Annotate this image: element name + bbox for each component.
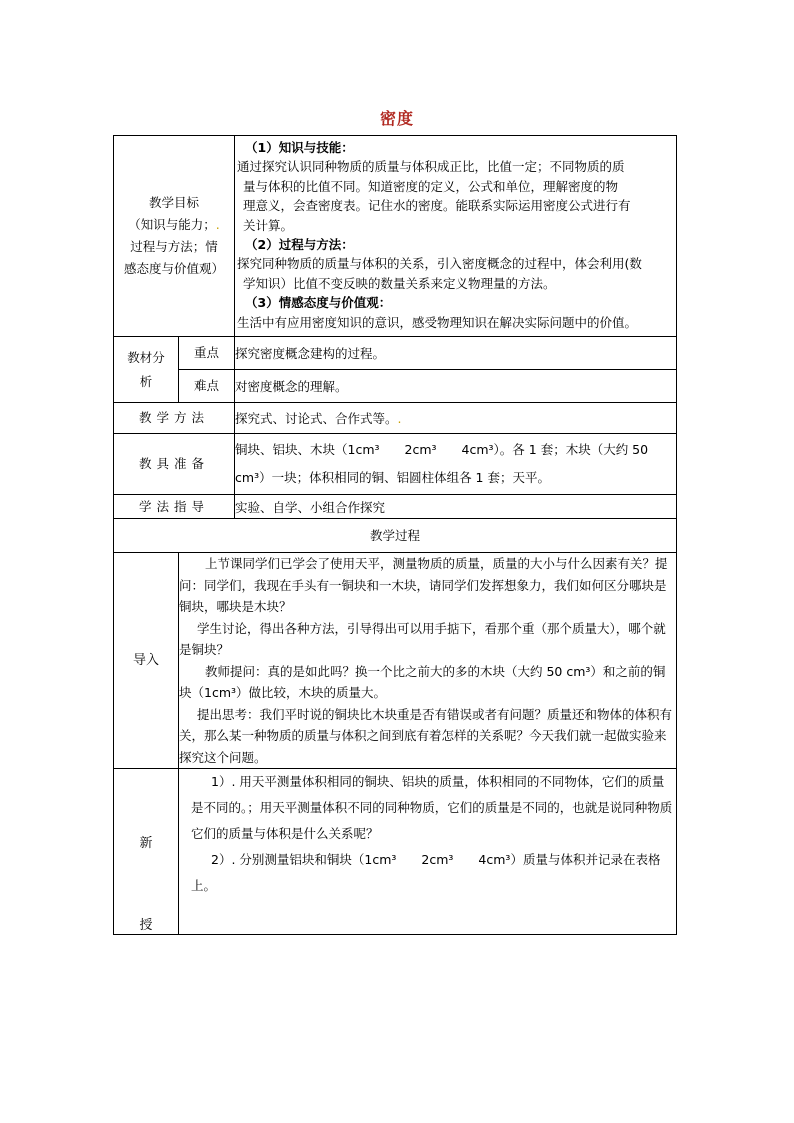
material-label-line: 教材分 — [127, 349, 165, 365]
key-point-label: 重点 — [179, 337, 235, 370]
method-dot: . — [397, 411, 402, 426]
goals-line: 探究同种物质的质量与体积的关系，引入密度概念的过程中，体会利用(数 — [237, 256, 642, 272]
process-header-row — [114, 519, 677, 553]
intro-row — [114, 553, 677, 769]
goals-line: 关计算。 — [243, 217, 294, 233]
goals-label-dot: . — [215, 217, 220, 232]
intro-label: 导入 — [114, 553, 179, 769]
goals-heading-process: （2）过程与方法： — [245, 237, 354, 253]
goals-label-line: 感态度与价值观） — [124, 261, 225, 276]
intro-paragraph: 教师提问：真的是如此吗？换一个比之前大的多的木块（大约 50 cm³）和之前的铜块（1cm³）做比较，木块的质量大。 — [179, 663, 666, 700]
intro-paragraph: 提出思考：我们平时说的铜块比木块重是否有错误或者有问题？质量还和物体的体积有关，那么某一种物质的质量与体积之间到底有着怎样的关系呢？今天我们就一起做实验来探究这个问题。 — [179, 706, 673, 765]
study-text: 实验、自学、小组合作探究 — [235, 495, 677, 519]
intro-paragraph: 上节课同学们已学会了使用天平，测量物质的质量，质量的大小与什么因素有关？提问：同学们，我现在手头有一铜块和一木块，请同学们发挥想象力，我们如何区分哪块是铜块，哪块是木块？ — [179, 556, 668, 614]
new-lesson-item-1: 1）. 用天平测量体积相同的铜块、铝块的质量，体积相同的不同物体，它们的质量是不同的。；用天平测量体积不同的同种物质，它们的质量是不同的，也就是说同种物质它们的质量与体积是什么关系呢？ — [191, 774, 673, 841]
goals-row — [114, 136, 677, 337]
material-key-row — [114, 337, 677, 370]
prep-line-2: cm³）一块；体积相同的铜、铝圆柱体组各 1 套；天平。 — [235, 470, 550, 485]
prep-row — [114, 434, 677, 495]
material-label-line: 析 — [139, 373, 153, 389]
material-difficulty-row — [114, 370, 677, 403]
intro-paragraph: 学生讨论，得出各种方法，引导得出可以用手掂下，看那个重（那个质量大），哪个就是铜块？ — [179, 620, 666, 657]
goals-line: 量与体积的比值不同。知道密度的定义，公式和单位，理解密度的物 — [243, 178, 619, 194]
intro-content — [179, 553, 677, 769]
goals-line: 学知识）比值不变反映的数量关系来定义物理量的方法。 — [243, 275, 556, 291]
new-lesson-label-top: 新 — [139, 835, 153, 851]
difficulty-text: 对密度概念的理解。 — [235, 370, 677, 403]
goals-line: 理意义，会查密度表。记住水的密度。能联系实际运用密度公式进行有 — [243, 198, 631, 214]
goals-heading-attitude: （3）情感态度与价值观： — [245, 295, 392, 311]
study-row — [114, 495, 677, 519]
goals-line: 通过探究认识同种物质的质量与体积成正比，比值一定；不同物质的质 — [237, 159, 625, 175]
goals-label-line: 过程与方法；情 — [130, 239, 218, 254]
method-content — [235, 403, 677, 434]
key-point-text: 探究密度概念建构的过程。 — [235, 337, 677, 370]
goals-heading-knowledge: （1）知识与技能： — [245, 140, 354, 155]
method-text: 探究式、讨论式、合作式等。 — [235, 411, 398, 426]
study-label: 学法指导 — [114, 495, 235, 519]
prep-line-1: 铜块、铝块、木块（1cm³ 2cm³ 4cm³）。各 1 套；木块（大约 50 — [235, 442, 649, 457]
page-title: 密度 — [379, 109, 414, 128]
new-lesson-row — [114, 769, 677, 935]
prep-label: 教具准备 — [114, 434, 235, 495]
goals-label-line: 教学目标 — [149, 195, 200, 210]
new-lesson-label — [114, 769, 179, 935]
new-lesson-content — [179, 769, 677, 935]
method-row — [114, 403, 677, 434]
process-header: 教学过程 — [114, 519, 677, 553]
new-lesson-item-2: 2）. 分别测量铝块和铜块（1cm³ 2cm³ 4cm³）质量与体积并记录在表格上。 — [191, 852, 661, 893]
prep-content — [235, 434, 677, 495]
goals-label-line: （知识与能力；. — [128, 217, 220, 232]
difficulty-label: 难点 — [179, 370, 235, 403]
lesson-plan-table — [113, 135, 677, 935]
new-lesson-label-bottom: 授 — [139, 917, 153, 933]
goals-line: 生活中有应用密度知识的意识，感受物理知识在解决实际问题中的价值。 — [237, 314, 638, 330]
goals-content — [235, 136, 677, 337]
method-label: 教学方法 — [114, 403, 235, 434]
material-label — [114, 337, 179, 403]
goals-label — [114, 136, 235, 337]
